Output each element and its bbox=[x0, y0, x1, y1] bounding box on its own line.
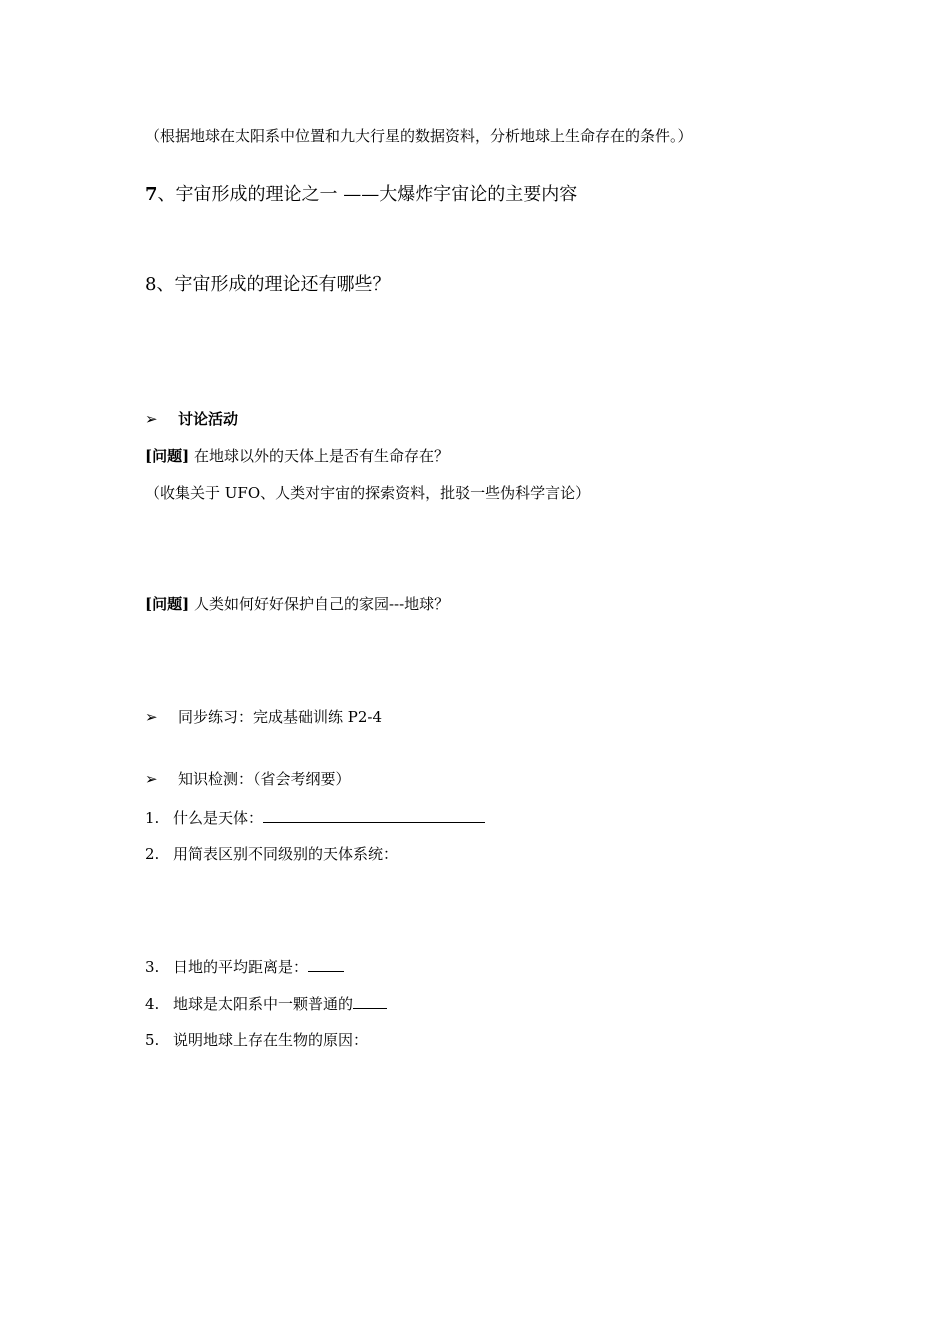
arrow-bullet-icon: ➢ bbox=[145, 770, 158, 788]
question-text: 人类如何好好保护自己的家园---地球？ bbox=[189, 595, 450, 613]
answer-blank bbox=[353, 993, 387, 1009]
item-number: 1. bbox=[145, 809, 160, 827]
item-text: 说明地球上存在生物的原因： bbox=[173, 1031, 369, 1049]
item-number: 5. bbox=[145, 1031, 160, 1049]
check-item-1 bbox=[145, 807, 485, 828]
item-number: 3. bbox=[145, 958, 160, 976]
answer-blank bbox=[308, 956, 344, 972]
item-text: 地球是太阳系中一颗普通的 bbox=[173, 995, 354, 1013]
discussion-heading: 讨论活动 bbox=[178, 410, 239, 428]
arrow-bullet-icon: ➢ bbox=[145, 410, 158, 428]
answer-blank bbox=[263, 807, 485, 823]
item-number: 4. bbox=[145, 995, 160, 1013]
discussion-heading-row bbox=[145, 409, 238, 429]
intro-note: （根据地球在太阳系中位置和九大行星的数据资料，分析地球上生命存在的条件。） bbox=[145, 127, 693, 145]
check-item-5 bbox=[145, 1030, 368, 1050]
discussion-question-1 bbox=[145, 446, 449, 466]
item-text: 什么是天体： bbox=[173, 809, 264, 827]
item-8: 8、宇宙形成的理论还有哪些？ bbox=[145, 274, 391, 295]
item-text: 用简表区别不同级别的天体系统： bbox=[173, 845, 399, 863]
check-item-2 bbox=[145, 844, 398, 864]
question-tag: [问题] bbox=[145, 447, 190, 465]
item-7-number: 7 bbox=[145, 184, 158, 205]
check-item-3 bbox=[145, 956, 344, 977]
check-heading-row bbox=[145, 769, 351, 789]
discussion-question-2 bbox=[145, 594, 449, 614]
item-number: 2. bbox=[145, 845, 160, 863]
practice-text: 同步练习：完成基础训练 P2-4 bbox=[178, 708, 383, 726]
discussion-question-1-note: （收集关于 UFO、人类对宇宙的探索资料，批驳一些伪科学言论） bbox=[145, 484, 591, 502]
practice-row bbox=[145, 707, 382, 727]
check-item-4 bbox=[145, 993, 387, 1014]
item-7 bbox=[145, 183, 577, 207]
check-heading: 知识检测：（省会考纲要） bbox=[178, 770, 351, 788]
item-7-text: 、宇宙形成的理论之一 ——大爆炸宇宙论的主要内容 bbox=[157, 184, 578, 205]
question-tag: [问题] bbox=[145, 595, 190, 613]
question-text: 在地球以外的天体上是否有生命存在？ bbox=[189, 447, 449, 465]
item-text: 日地的平均距离是： bbox=[173, 958, 309, 976]
arrow-bullet-icon: ➢ bbox=[145, 708, 158, 726]
